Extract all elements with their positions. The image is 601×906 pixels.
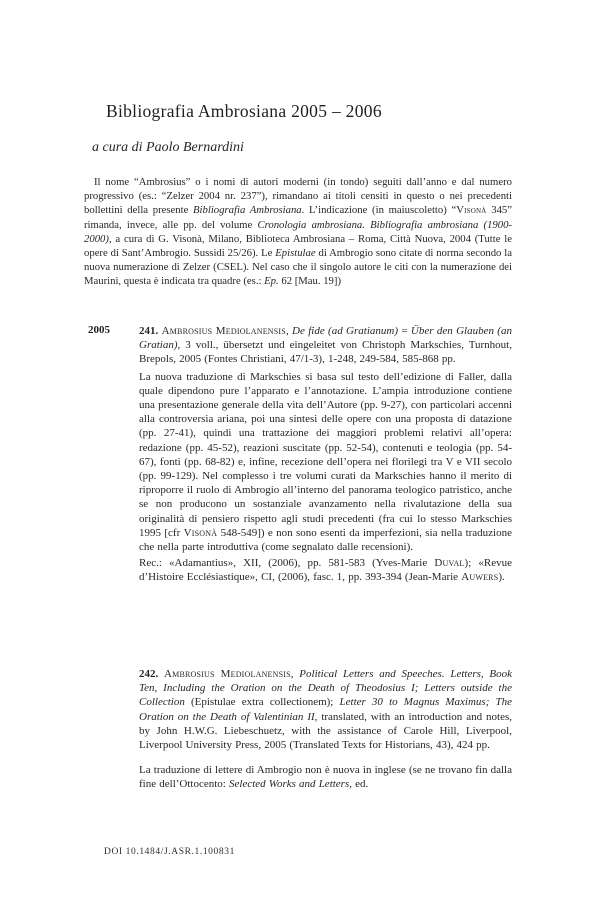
entry-annotation: La traduzione di lettere di Ambrogio non è nuova in inglese (se ne trovano fin dalla fine dell’Ottocento: Selected Works and Letters, ed. <box>139 764 512 791</box>
entry-heading: 241. Ambrosius Mediolanensis, De fide (ad Gratianum) = Über den Glauben (an Gratian), 3 voll., übersetzt und eingeleitet von Christoph Markschies, Turnhout, Brepols, 2005 (Fontes Christiani, 47/1-3), 1-248, 249-584, 585-868 pp. <box>139 325 512 366</box>
margin-year-label: 2005 <box>88 324 110 336</box>
intro-paragraph: Il nome “Ambrosius” o i nomi di autori moderni (in tondo) seguiti dall’anno e dal numero progressivo (es.: “Zelzer 2004 nr. 237”), rimandano ai titoli censiti in questo o nei precedenti bollettini della presente Bibliografia Ambrosiana. L’indicazione (in maiuscoletto) “Visonà 345” rimanda, invece, alle pp. del volume Cronologia ambrosiana. Bibliografia ambrosiana (1900-2000), a cura di G. Visonà, Milano, Biblioteca Ambrosiana – Roma, Città Nuova, 2004 (Tutte le opere di Sant’Ambrogio. Sussidi 25/26). Le Epistulae di Ambrogio sono citate di norma secondo la nuova numerazione di Zelzer (CSEL). Nel caso che il singolo autore le citi con la numerazione dei Maurini, questa è indicata tra quadre (es.: Ep. 62 [Mau. 19]) <box>84 176 512 288</box>
bibliography-entry-242 <box>139 667 512 792</box>
entry-reviews: Rec.: «Adamantius», XII, (2006), pp. 581-583 (Yves-Marie Duval); «Revue d’Histoire Ecclésiastique», CI, (2006), fasc. 1, pp. 393-394 (Jean-Marie Auwers). <box>139 557 512 584</box>
bibliography-entry-241 <box>139 324 512 585</box>
doi-footer: DOI 10.1484/J.ASR.1.100831 <box>104 847 235 857</box>
page-title: Bibliografia Ambrosiana 2005 – 2006 <box>106 101 382 121</box>
page-subtitle: a cura di Paolo Bernardini <box>92 140 244 155</box>
entry-heading: 242. Ambrosius Mediolanensis, Political Letters and Speeches. Letters, Book Ten, Including the Oration on the Death of Theodosius I; Letters outside the Collection (Epistulae extra collectionem); Letter 30 to Magnus Maximus; The Oration on the Death of Valentinian II, translated, with an introduction and notes, by John H.W.G. Liebeschuetz, with the assistance of Carole Hill, Liverpool, Liverpool University Press, 2005 (Translated Texts for Historians, 43), 424 pp. <box>139 668 512 752</box>
entry-annotation: La nuova traduzione di Markschies si basa sul testo dell’edizione di Faller, dalla quale dipendono pure l’apparato e l’annotazione. L’ampia introduzione contiene una presentazione generale della vita dell’Autore (pp. 9-27), con particolari accenni alla controversia ariana, poi una sintesi delle opere con una proposta di datazione (pp. 27-41), quindi una trattazione dei maggiori problemi relativi all’opera: redazione (pp. 45-52), reazioni suscitate (pp. 52-54), contenuti e teologia (pp. 54-67), fonti (pp. 68-82) e, infine, recezione dell’opera nei florilegi tra V e VII secolo (pp. 99-129). Nel complesso i tre volumi curati da Markschies hanno il merito di riproporre il ruolo di Ambrogio all’interno del panorama teologico patristico, anche se non producono un sostanziale avanzamento nella rivalutazione della sua originalità di pensiero rispetto agli studi precedenti (fra cui lo stesso Markschies 1995 [cfr Visonà 548-549]) e non sono esenti da imperfezioni, sia nella traduzione che nella parte introduttiva (come segnalato dalle recensioni). <box>139 370 512 554</box>
